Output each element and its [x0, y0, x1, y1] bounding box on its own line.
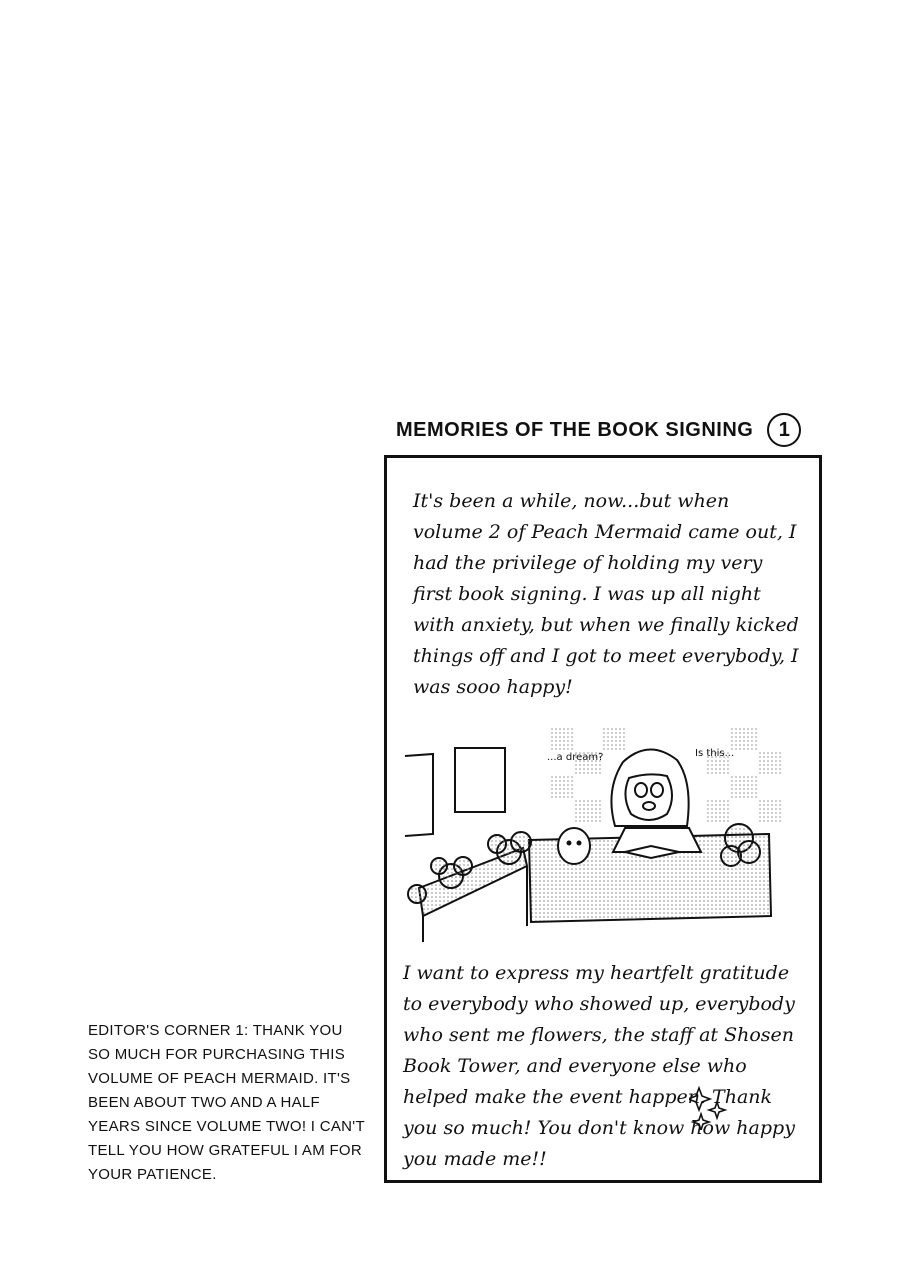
wall-frames: [405, 748, 505, 836]
sparkle-icon: [689, 1086, 729, 1130]
editors-corner-text: EDITOR'S CORNER 1: THANK YOU SO MUCH FOR PURCHASING THIS VOLUME OF PEACH MERMAID. IT'S BEEN ABOUT TWO AND A HALF YEARS SINCE VOLUME TWO! I CAN'T TELL YOU HOW GRATEFUL I AM FOR YOUR PATIENCE.: [88, 1022, 365, 1183]
book-signing-illustration: [399, 716, 809, 946]
artist-figure: [611, 749, 701, 852]
heading-number-badge: 1: [767, 413, 801, 447]
plush-mascot: [558, 828, 590, 864]
heading-title: MEMORIES OF THE BOOK SIGNING: [396, 418, 754, 441]
panel-text-bottom: I want to express my heartfelt gratitude to everybody who showed up, everybody who sent me flowers, the staff at Shosen Book Tower, and everyone else who helped make the event happen. Thank you so much! You don't know how happy you made me!!: [403, 962, 795, 1170]
section-heading: [396, 410, 801, 450]
bubble-left: ...a dream?: [547, 752, 604, 763]
panel-text-top: It's been a while, now...but when volume 2 of Peach Mermaid came out, I had the privilege of holding my very first book signing. I was up all night with anxiety, but when we finally kicked things off and I got to meet everybody, I was sooo happy!: [413, 490, 799, 698]
bubble-right: Is this...: [695, 748, 735, 759]
comic-panel: [384, 455, 822, 1183]
